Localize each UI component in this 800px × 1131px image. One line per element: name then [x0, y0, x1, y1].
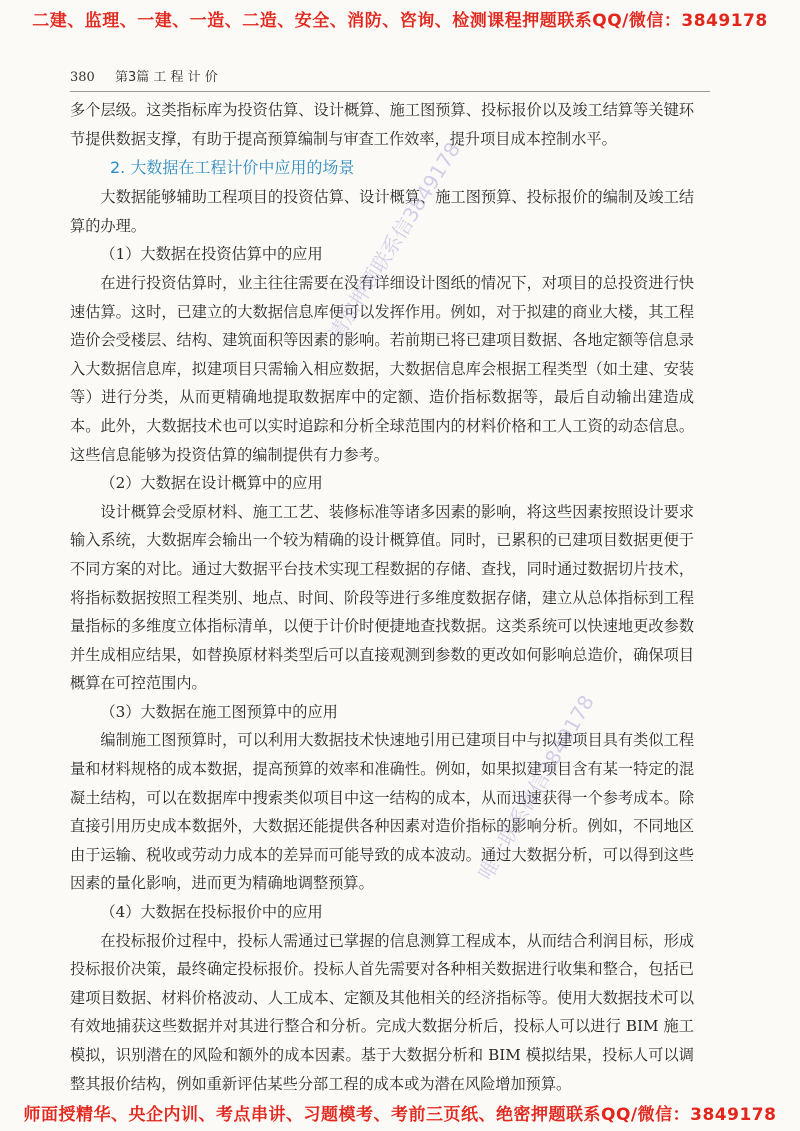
page-number: 380: [70, 70, 95, 85]
top-promo-banner: 二建、监理、一建、一造、二造、安全、消防、咨询、检测课程押题联系QQ/微信：3849178: [32, 11, 768, 31]
paragraph-construction-budget: 编制施工图预算时，可以利用大数据技术快速地引用已建项目中与拟建项目具有类似工程量和材料规格的成本数据，提高预算的效率和准确性。例如，如果拟建项目含有某一特定的混凝土结构，可以在数据库中搜索类似项目中这一结构的成本，从而迅速获得一个参考成本。除直接引用历史成本数据外，大数据还能提供各种因素对造价指标的影响分析。例如，不同地区由于运输、税收或劳动力成本的差异而可能导致的成本波动。通过大数据分析，可以得到这些因素的量化影响，进而更为精确地调整预算。: [70, 731, 694, 893]
chapter-title: 第3篇 工 程 计 价: [114, 70, 218, 85]
paragraph-investment-estimate: 在进行投资估算时，业主往往需要在没有详细设计图纸的情况下，对项目的总投资进行快速估算。这时，已建立的大数据信息库便可以发挥作用。例如，对于拟建的商业大楼，其工程造价会受楼层、结构、建筑面积等因素的影响。若前期已将已建项目数据、各地定额等信息录入大数据信息库，拟建项目只需输入相应数据，大数据信息库会根据工程类型（如土建、安装等）进行分类，从而更精确地提取数据库中的定额、造价指标数据等，最后自动输出建造成本。此外，大数据技术也可以实时追踪和分析全球范围内的材料价格和工人工资的动态信息。这些信息能够为投资估算的编制提供有力参考。: [70, 273, 694, 464]
paragraph-intro: 大数据能够辅助工程项目的投资估算、设计概算、施工图预算、投标报价的编制及竣工结算的办理。: [70, 188, 694, 235]
subheading-investment-estimate: （1）大数据在投资估算中的应用: [100, 245, 323, 264]
paragraph-continuation: 多个层级。这类指标库为投资估算、设计概算、施工图预算、投标报价以及竣工结算等关键环节提供数据支撑，有助于提高预算编制与审查工作效率，提升项目成本控制水平。: [70, 101, 694, 148]
watermark-text: 请加押题联系信3849178: [323, 137, 466, 345]
subheading-design-estimate: （2）大数据在设计概算中的应用: [100, 474, 323, 493]
page-body: [70, 96, 694, 1098]
bottom-promo-banner: 师面授精华、央企内训、考点串讲、习题模考、考前三页纸、绝密押题联系QQ/微信：3849178: [23, 1105, 777, 1125]
paragraph-bid-quotation: 在投标报价过程中，投标人需通过已掌握的信息测算工程成本，从而结合利润目标，形成投标报价决策，最终确定投标报价。投标人首先需要对各种相关数据进行收集和整合，包括已建项目数据、材料价格波动、人工成本、定额及其他相关的经济指标等。使用大数据技术可以有效地捕获这些数据并对其进行整合和分析。完成大数据分析后，投标人可以进行 BIM 施工模拟，识别潜在的风险和额外的成本因素。基于大数据分析和 BIM 模拟结果，投标人可以调整其报价结构，例如重新评估某些分部工程的成本或为潜在风险增加预算。: [70, 931, 694, 1093]
subheading-bid-quotation: （4）大数据在投标报价中的应用: [100, 903, 323, 922]
page-header: [70, 66, 710, 92]
paragraph-design-estimate: 设计概算会受原材料、施工工艺、装修标准等诸多因素的影响，将这些因素按照设计要求输入系统，大数据库会输出一个较为精确的设计概算值。同时，已累积的已建项目数据更便于不同方案的对比。通过大数据平台技术实现工程数据的存储、查找，同时通过数据切片技术，将指标数据按照工程类别、地点、时间、阶段等进行多维度数据存储，建立从总体指标到工程量指标的多维度立体指标清单，以便于计价时便捷地查找数据。这类系统可以快速地更改参数并生成相应结果，如替换原材料类型后可以直接观测到参数的更改如何影响总造价，确保项目概算在可控范围内。: [70, 502, 694, 693]
section-heading: 2. 大数据在工程计价中应用的场景: [110, 158, 355, 178]
subheading-construction-budget: （3）大数据在施工图预算中的应用: [100, 702, 338, 721]
watermark-text: 唯一联系微信3849178: [473, 690, 599, 884]
